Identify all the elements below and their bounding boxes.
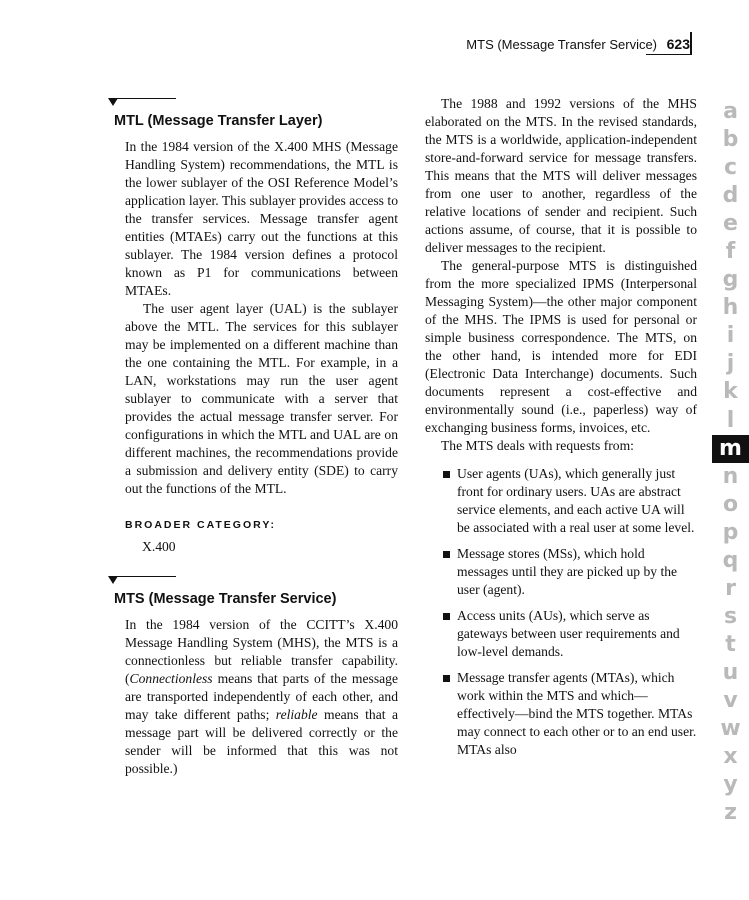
header-rule-vertical [690,32,692,54]
thumb-index-letter-o: o [722,491,739,517]
thumb-index-letter-y: y [723,772,738,798]
paragraph: In the 1984 version of the CCITT’s X.400 Message Handling System (MHS), the MTS is a connectionless but reliable transfer capability. (Connectionless means that parts of the message are transported independently of each other, and may take different paths; reliable means that a message part will be delivered correctly or the sender will be informed that this was not possible.) [125,617,398,776]
thumb-index-letter-u: u [722,659,739,685]
thumb-index-letter-b: b [722,127,739,153]
thumb-index-letter-w: w [720,716,741,742]
running-header [440,36,690,56]
thumb-index-letter-r: r [725,575,736,601]
header-rule-horizontal [646,54,692,55]
broader-category-value: X.400 [142,539,176,554]
thumb-index-letter-h: h [722,295,739,321]
thumb-index-letter-f: f [725,239,736,265]
paragraph: The general-purpose MTS is distinguished from the more specialized IPMS (Interpersonal Messaging System)—the other major component of the MHS. The IPMS is used for personal or simple business correspondence. The MTS, on the other hand, is intended more for EDI (Electronic Data Interchange) documents. Such documents represent a cost-effective and environmentally sound (i.e., paperless) way of exchanging business forms, invoices, etc. [425,258,697,435]
thumb-index-letter-i: i [726,323,735,349]
header-title: MTS (Message Transfer Service) [466,37,658,52]
paragraph: The 1988 and 1992 versions of the MHS elaborated on the MTS. In the revised standards, the MTS is a worldwide, application-independent store-and-forward service for message transfers. This means that the MTS will deliver messages from one user to another, regardless of the relative locations of sender and recipient. Such actions assume, of course, that it is possible to deliver messages to the recipient. [425,96,697,255]
bullet-square-icon [443,471,450,478]
entry-title-mtl: MTL (Message Transfer Layer) [114,113,323,129]
thumb-index-letter-e: e [723,211,738,237]
bullet-square-icon [443,551,450,558]
bullet-list [425,465,697,759]
thumb-index-letter-n: n [722,463,739,489]
bullet-square-icon [443,613,450,620]
list-item: Access units (AUs), which serve as gateways between user requirements and low-level demands. [425,607,697,661]
left-column [108,98,398,778]
thumb-index-letter-l: l [726,407,735,433]
bullet-square-icon [443,675,450,682]
paragraph: The MTS deals with requests from: [441,438,634,453]
entry-body-mts [125,616,398,778]
page-number: 623 [666,36,690,52]
thumb-index-letter-p: p [722,519,739,545]
triangle-marker-icon [108,98,118,106]
entry-title-mts: MTS (Message Transfer Service) [114,591,337,607]
thumb-index-letter-v: v [723,687,738,713]
alphabet-thumb-index [712,98,749,827]
thumb-index-letter-t: t [725,631,736,657]
paragraph: In the 1984 version of the X.400 MHS (Message Handling System) recommendations, the MTL is the lower sublayer of the OSI Reference Model’s application layer. This sublayer provides access to the transfer services. Message transfer agent entities (MTAEs) carry out the functions at this sublayer. The 1984 version defines a protocol known as P1 for communications between MTAEs. [125,139,398,298]
thumb-index-letter-a: a [723,99,738,124]
list-item: Message stores (MSs), which hold messages until they are picked up by the user (agent). [425,545,697,599]
thumb-index-letter-d: d [722,183,739,209]
thumb-index-letter-k: k [723,379,738,405]
paragraph: The user agent layer (UAL) is the sublayer above the MTL. The services for this sublayer may be implemented on a different machine than the one containing the MTL. For example, in a LAN, workstations may run the user agent sublayer to communicate with a server that provides the actual message transfer server. For configurations in which the MTL and UAL are on different machines, the recommendations provide a submission and delivery entity (SDE) to carry out the functions of the MTL. [125,301,398,496]
thumb-index-letter-j: j [726,351,735,377]
entry-marker [108,576,398,584]
right-column [425,95,697,767]
list-item: User agents (UAs), which generally just front for ordinary users. UAs are abstract service elements, and each active UA will be associated with a real user at some level. [425,465,697,537]
thumb-index-letter-g: g [722,267,739,293]
thumb-index-letter-z: z [724,800,737,826]
thumb-index-letter-x: x [723,744,738,770]
entry-body-mtl [125,138,398,498]
entry-marker [108,98,398,106]
thumb-index-letter-s: s [723,603,738,629]
broader-category-label: BROADER CATEGORY: [125,519,277,531]
thumb-index-letter-c: c [723,155,738,181]
list-item: Message transfer agents (MTAs), which work within the MTS and which—effectively—bind the MTS together. MTAs may connect to each other or to an end user. MTAs also [425,669,697,759]
triangle-marker-icon [108,576,118,584]
thumb-index-letter-m: m [712,435,749,463]
thumb-index-letter-q: q [722,547,739,573]
